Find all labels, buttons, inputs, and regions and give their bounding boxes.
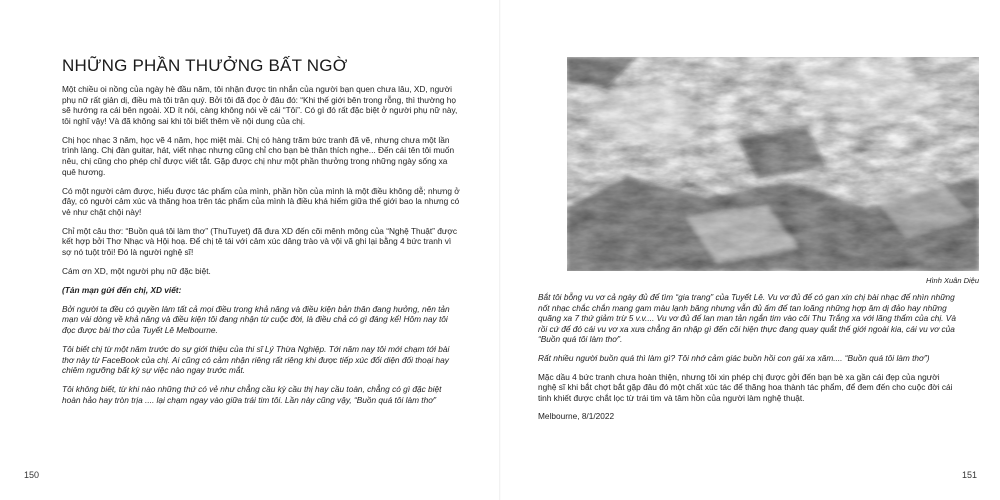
italic-heading: (Tản mạn gửi đến chị, XD viết:	[62, 284, 182, 295]
paragraph: Có một người cảm được, hiểu được tác phẩm của mình, phần hồn của mình là một điều không dễ; nhưng ở đây, có người cảm xúc và thăng hoa trên tác phẩm của mình là điều khá hiếm giữa thế giới bao la nhưng có vẻ như chật chội này!	[62, 185, 460, 217]
paragraph: Cám ơn XD, một người phụ nữ đặc biệt.	[62, 265, 211, 276]
paragraph: Mặc dầu 4 bức tranh chưa hoàn thiện, nhưng tôi xin phép chị được gởi đến bạn bè xa gần cái đẹp của người nghệ sĩ khi bắt chợt bắt gặp đâu đó một chất xúc tác để thăng hoa thành tác phẩm, để đem đến cho cuộc đời cái tinh khiết được chắt lọc từ trái tim và tâm hồn của người làm nghệ thuật.	[538, 371, 953, 403]
page-number-left: 150	[24, 470, 40, 480]
italic-paragraph: Tôi không biết, từ khi nào những thứ có vẻ như chẳng cầu kỳ cầu thị hay cầu toàn, chẳng có gì đặc biệt hoàn hảo hay tròn trịa .... lại chạm ngay vào giữa trái tim tôi. Lần này cũng vậy, “Buồn quá tôi làm thơ”	[62, 384, 442, 405]
page-number-right: 151	[962, 470, 978, 480]
left-body	[62, 84, 462, 414]
paragraph: Một chiều oi nồng của ngày hè đầu năm, tôi nhận được tin nhắn của người bạn quen chưa lâu, XD, người phụ nữ rất giản dị, điều mà tôi trân quý. Bởi tôi đã đọc ở đâu đó: “Khi thế giới bên trong rỗng, thì thường họ sẽ hướng ra cái bên ngoài. XD ít nói, càng không nói về cái “Tôi”. Có gì đó rất đặc biệt ở người phụ nữ này, tôi nghĩ vậy! Và đã không sai khi tôi biết thêm về nội dung của chị.	[62, 84, 458, 126]
italic-paragraph: Bắt tôi bỗng vu vơ cả ngày đủ để tìm “gia trang” của Tuyết Lê. Vu vơ đủ để có gan xin chị bài nhạc để nhìn những nốt nhạc chắc chắn mang gam màu lạnh băng nhưng vẫn đủ ấm để tan loãng những hợp âm dị đảo hay những quãng xa 7 thứ giảm trừ 5 v.v.... Vu vơ đủ để lan man tản ngắn tim vào cõi Thu Trắng xa với lãng thẩm của chị. Và rồi cứ để đó cái vu vơ xa xưa chẳng ăn nhập gì đến cõi hiện thực đang quay quắt thế giới ngoài kia, cái vu vơ của “Buồn quá tôi làm thơ”.	[538, 292, 956, 345]
signature-date: Melbourne, 8/1/2022	[538, 411, 615, 422]
right-body	[538, 292, 956, 430]
paragraph: Chị học nhạc 3 năm, học vẽ 4 năm, học miệt mài. Chị có hàng trăm bức tranh đã vẽ, nhưng chưa một lần trình làng. Chị đàn guitar, hát, viết nhạc nhưng cũng chỉ cho bạn bè thân thích nghe... Đến cái tên tôi muốn nêu, chị cũng cho phép chỉ được viết tắt. Gặp được chị như một phần thưởng trong những ngày sống xa quê hương.	[62, 134, 455, 177]
paragraph: Chỉ một câu thơ: “Buồn quá tôi làm thơ” (ThuTuyet) đã đưa XD đến cõi mênh mông của “Nghệ Thuật” được kết hợp bởi Thơ Nhạc và Hội hoạ. Để chị tê tái với cảm xúc dâng trào và vội vã ghi lại bằng 4 bức tranh vì sợ nó tuột trôi! Đó là người nghệ sĩ!	[62, 225, 457, 257]
italic-paragraph: Rất nhiều người buồn quá thì làm gì? Tôi nhớ cảm giác buồn hồi con gái xa xăm.... “Buồn quá tôi làm thơ”)	[538, 352, 930, 363]
abstract-painting	[567, 57, 979, 271]
right-page	[500, 0, 1000, 500]
article-title: NHỮNG PHẦN THƯỞNG BẤT NGỜ	[62, 56, 348, 75]
italic-paragraph: Tôi biết chị từ một năm trước do sự giới thiệu của thi sĩ Lý Thừa Nghiệp. Tới năm nay tôi mới chạm tới bài thơ này từ FaceBook của chị. Ai cũng có cảm nhận riêng rất riêng khi được tiếp xúc đối diện đối thoại hay chiêm ngưỡng bất kỳ sự việc nào ngay trước mắt.	[62, 344, 450, 376]
italic-paragraph: Bởi người ta đều có quyền làm tất cả mọi điều trong khả năng và điều kiện bản thân đang hưởng, nên tản mạn vài dòng về khả năng và điều kiện tôi đang nhận từ cuộc đời, là điều chả có gì đáng kể! Hôm nay tôi đọc được bài thơ của Tuyết Lê Melbourne.	[62, 303, 450, 336]
image-caption: Hình Xuân Diệu	[926, 276, 979, 285]
